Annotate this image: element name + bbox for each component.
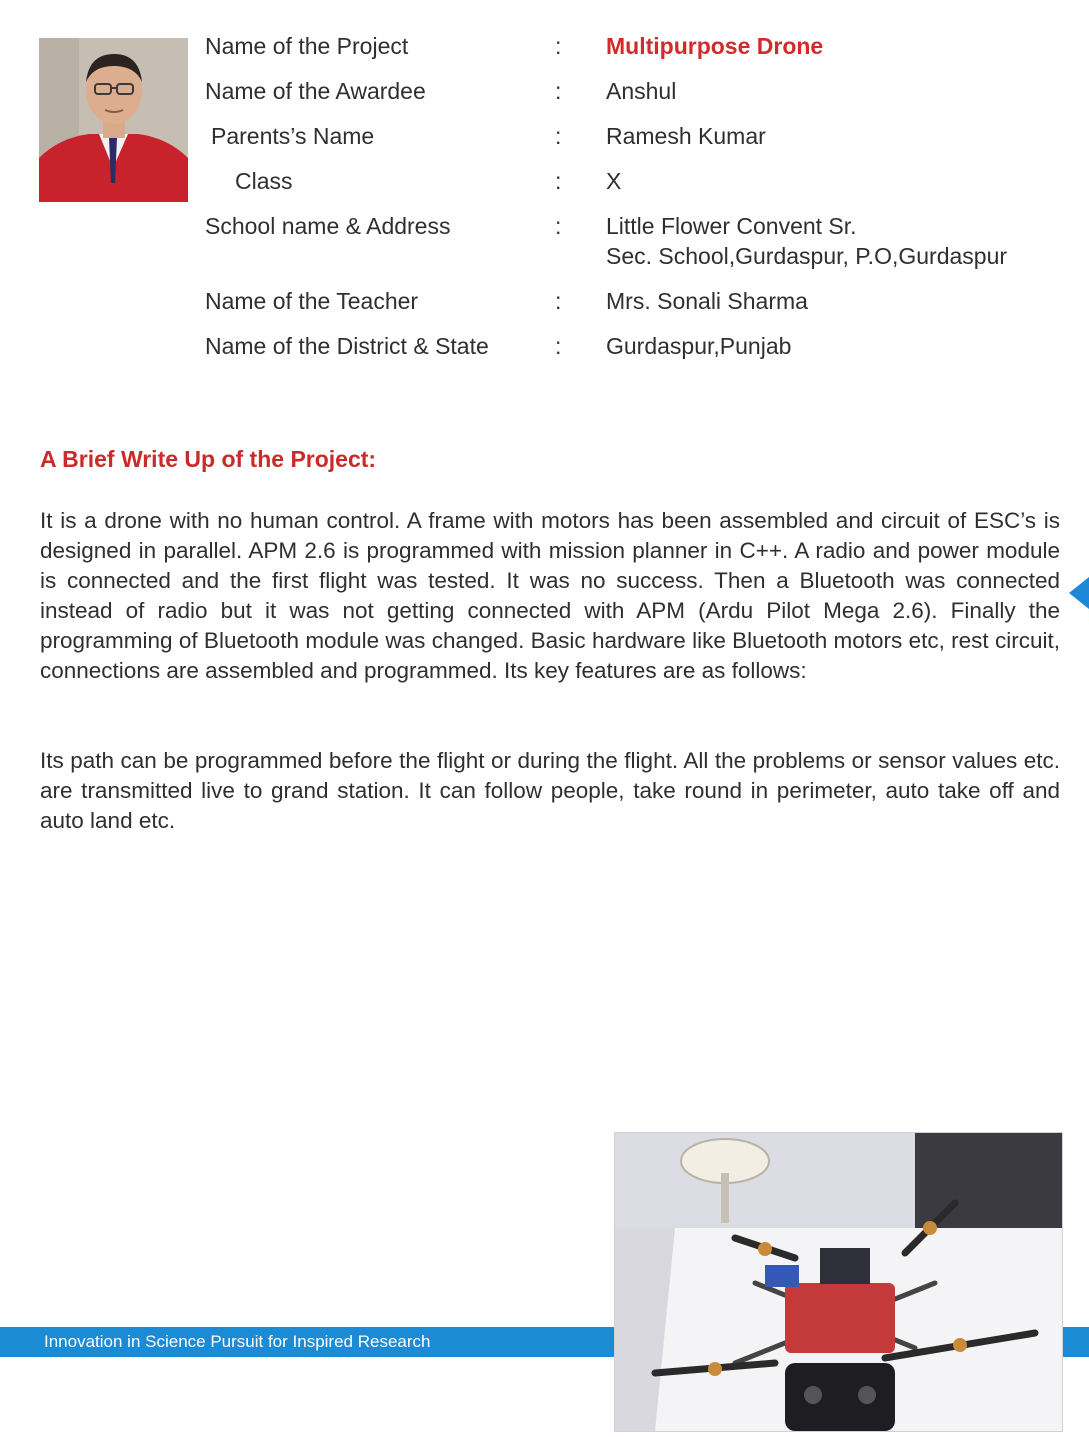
footer-tagline: Innovation in Science Pursuit for Inspired Research (44, 1332, 431, 1351)
value-teacher: Mrs. Sonali Sharma (606, 288, 808, 314)
separator: : (555, 213, 562, 239)
value-class: X (606, 168, 622, 194)
label-awardee: Name of the Awardee (205, 78, 426, 104)
value-project: Multipurpose Drone (606, 33, 824, 59)
separator: : (555, 168, 562, 194)
page-marker-arrow-icon (1069, 577, 1089, 609)
separator: : (555, 333, 562, 359)
separator: : (555, 123, 562, 149)
writeup-heading: A Brief Write Up of the Project: (40, 446, 377, 472)
value-district: Gurdaspur,Punjab (606, 333, 792, 359)
value-awardee: Anshul (606, 78, 677, 104)
label-class: Class (235, 168, 293, 194)
separator: : (555, 78, 562, 104)
label-project: Name of the Project (205, 33, 409, 59)
label-parents: Parents’s Name (211, 123, 375, 149)
label-district: Name of the District & State (205, 333, 489, 359)
value-school-line2: Sec. School,Gurdaspur, P.O,Gurdaspur (606, 243, 1008, 269)
separator: : (555, 33, 562, 59)
separator: : (555, 288, 562, 314)
writeup-paragraph-1: It is a drone with no human control. A frame with motors has been assembled and circuit of ESC’s is designed in parallel. APM 2.6 is programmed with mission planner in C++. A radio and power module is connected and the first flight was tested. It was no success. Then a Bluetooth was connected instead of radio but it was not getting connected with APM (Ardu Pilot Mega 2.6). Finally the programming of Bluetooth module was changed. Basic hardware like Bluetooth motors etc, rest circuit, connections are assembled and programmed. Its key features are as follows: (40, 508, 1060, 683)
value-parents: Ramesh Kumar (606, 123, 766, 149)
label-teacher: Name of the Teacher (205, 288, 419, 314)
writeup-paragraph-2: Its path can be programmed before the flight or during the flight. All the problems or sensor values etc. are transmitted live to grand station. It can follow people, take round in perimeter, auto take off and auto land etc. (40, 748, 1060, 833)
drone-photo (614, 1132, 1063, 1432)
value-school-line1: Little Flower Convent Sr. (606, 213, 857, 239)
label-school: School name & Address (205, 213, 451, 239)
awardee-photo (39, 38, 188, 202)
